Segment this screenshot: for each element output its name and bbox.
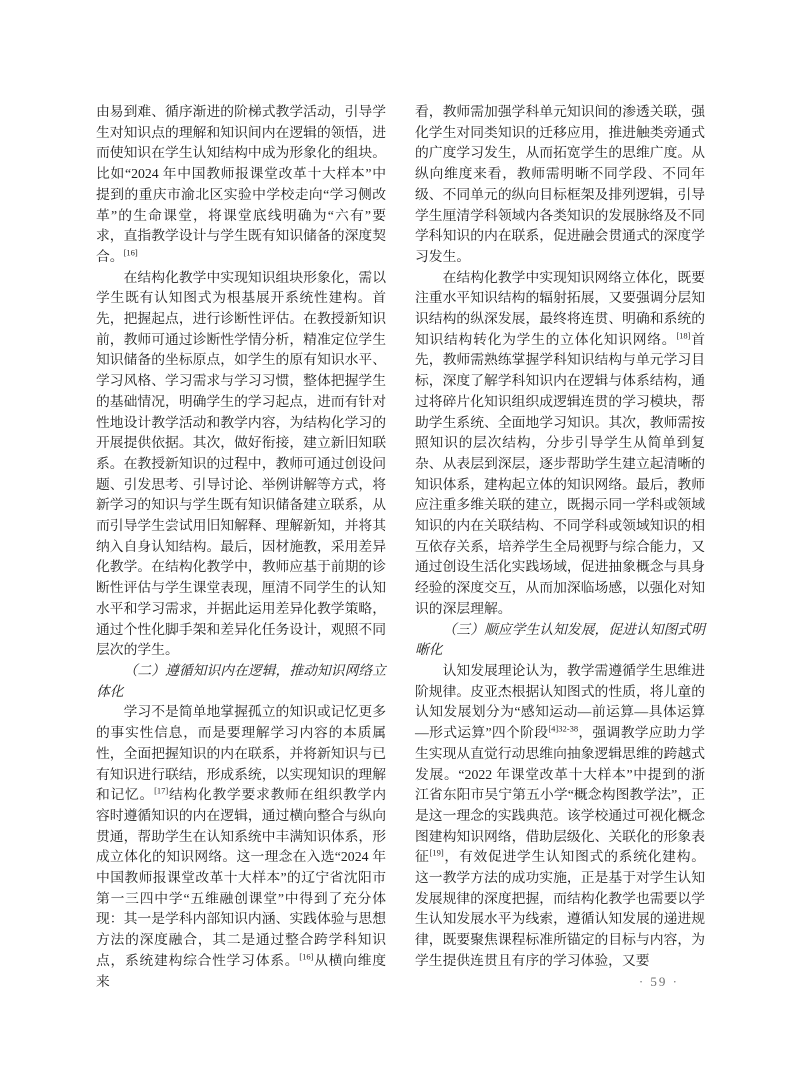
paragraph: 看，教师需加强学科单元知识间的渗透关联，强化学生对同类知识的迁移应用，推进触类旁通式的广度学习发生，从而拓宽学生的思维广度。从纵向维度来看，教师需明晰不同学段、不同年级、不同单元的纵向目标框架及排列逻辑，引导学生厘清学科领域内各类知识的发展脉络及不同学科知识的内在联系，促进融会贯通式的深度学习发生。: [415, 104, 705, 264]
paragraph: 由易到难、循序渐进的阶梯式教学活动，引导学生对知识点的理解和知识间内在逻辑的领悟，进而使知识在学生认知结构中成为形象化的组块。比如“2024 年中国教师报课堂改革十大样本”中提到的重庆市渝北区实验中学校走向“学习侧改革”的生命课堂，将课堂底线明确为“六有”要求，直指教学设计与学生既有知识储备的深度契合。[16]: [96, 104, 386, 264]
left-column-text: [96, 102, 386, 992]
article-body: [96, 102, 705, 992]
citation-marker: [16]: [299, 951, 314, 962]
citation-marker: [17]: [154, 785, 169, 796]
citation-marker: [19]: [429, 847, 444, 858]
paragraph: 在结构化教学中实现知识组块形象化，需以学生既有认知图式为根基展开系统性建构。首先，把握起点，进行诊断性评估。在教授新知识前，教师可通过诊断性学情分析，精准定位学生知识储备的坐标原点，如学生的原有知识水平、学习风格、学习需求与学习习惯，整体把握学生的基础情况，明确学生的学习起点，进而有针对性地设计教学活动和教学内容，为结构化学习的开展提供依据。其次，做好衔接，建立新旧知联系。在教授新知识的过程中，教师可通过创设问题、引发思考、引导讨论、举例讲解等方式，将新学习的知识与学生既有知识储备建立联系，从而引导学生尝试用旧知解释、理解新知，并将其纳入自身认知结构。最后，因材施教，采用差异化教学。在结构化教学中，教师应基于前期的诊断性评估与学生课堂表现，厘清不同学生的认知水平和学习需求，并据此运用差异化教学策略，通过个性化脚手架和差异化任务设计，观照不同层次的学生。: [96, 269, 386, 658]
paragraph: 认知发展理论认为，教学需遵循学生思维进阶规律。皮亚杰根据认知图式的性质，将儿童的认知发展划分为“感知运动—前运算—具体运算—形式运算”四个阶段$^{[4]32-38}$，强调教学应助力学生实现从直觉行动思维向抽象逻辑思维的跨越式发展。“2022 年课堂改革十大样本”中提到的浙江省东阳市吴宁第五小学“概念构图教学法”，正是这一理念的实践典范。该学校通过可视化概念图建构知识网络，借助层级化、关联化的形象表征[19]，有效促进学生认知图式的系统化建构。这一教学方法的成功实施，正是基于对学生认知发展规律的深度把握，而结构化教学也需要以学生认知发展水平为线索，遵循认知发展的递进规律，既要聚焦课程标准所锚定的目标与内容，为学生提供连贯且有序的学习体验，又要: [415, 662, 706, 968]
paragraph: 在结构化教学中实现知识网络立体化，既要注重水平知识结构的辐射拓展，又要强调分层知识结构的纵深发展，最终将连贯、明确和系统的知识结构转化为学生的立体化知识网络。[18]首先，教师需熟练掌握学科知识结构与单元学习目标，深度了解学科知识内在逻辑与体系结构，通过将碎片化知识组织成逻辑连贯的学习模块，帮助学生系统、全面地学习知识。其次，教师需按照知识的层次结构，分步引导学生从简单到复杂、从表层到深层，逐步帮助学生建立起清晰的知识体系，建构起立体的知识网络。最后，教师应注重多维关联的建立，既揭示同一学科或领域知识的内在关联结构、不同学科或领域知识的相互依存关系，培养学生全局视野与综合能力，又通过创设生活化实践场域，促进抽象概念与具身经验的深度交互，从而加深临场感，以强化对知识的深层理解。: [415, 269, 706, 616]
right-column: [415, 102, 705, 992]
left-column: [96, 102, 386, 992]
page-number: · 59 ·: [638, 973, 679, 989]
right-column-text: [415, 102, 705, 972]
citation-marker: [16]: [123, 247, 138, 258]
section-heading: （二）遵循知识内在逻辑，推动知识网络立体化: [96, 662, 386, 699]
citation-marker: [18]: [676, 330, 691, 341]
paragraph: 学习不是简单地掌握孤立的知识或记忆更多的事实性信息，而是要理解学习内容的本质属性，全面把握知识的内在联系，并将新知识与已有知识进行联结，形成系统，以实现知识的理解和记忆。[17]结构化教学要求教师在组织教学内容时遵循知识的内在逻辑，通过横向整合与纵向贯通，帮助学生在认知系统中丰满知识体系，形成立体化的知识网络。这一理念在入选“2024 年中国教师报课堂改革十大样本”的辽宁省沈阳市第一三四中学“五维融创课堂”中得到了充分体现：其一是学科内部知识内涵、实践体验与思想方法的深度融合，其二是通过整合跨学科知识点，系统建构综合性学习体系。[16]从横向维度来: [96, 704, 387, 989]
section-heading: （三）顺应学生认知发展，促进认知图式明晰化: [415, 621, 705, 658]
citation-marker: [4]32-38: [548, 723, 579, 734]
